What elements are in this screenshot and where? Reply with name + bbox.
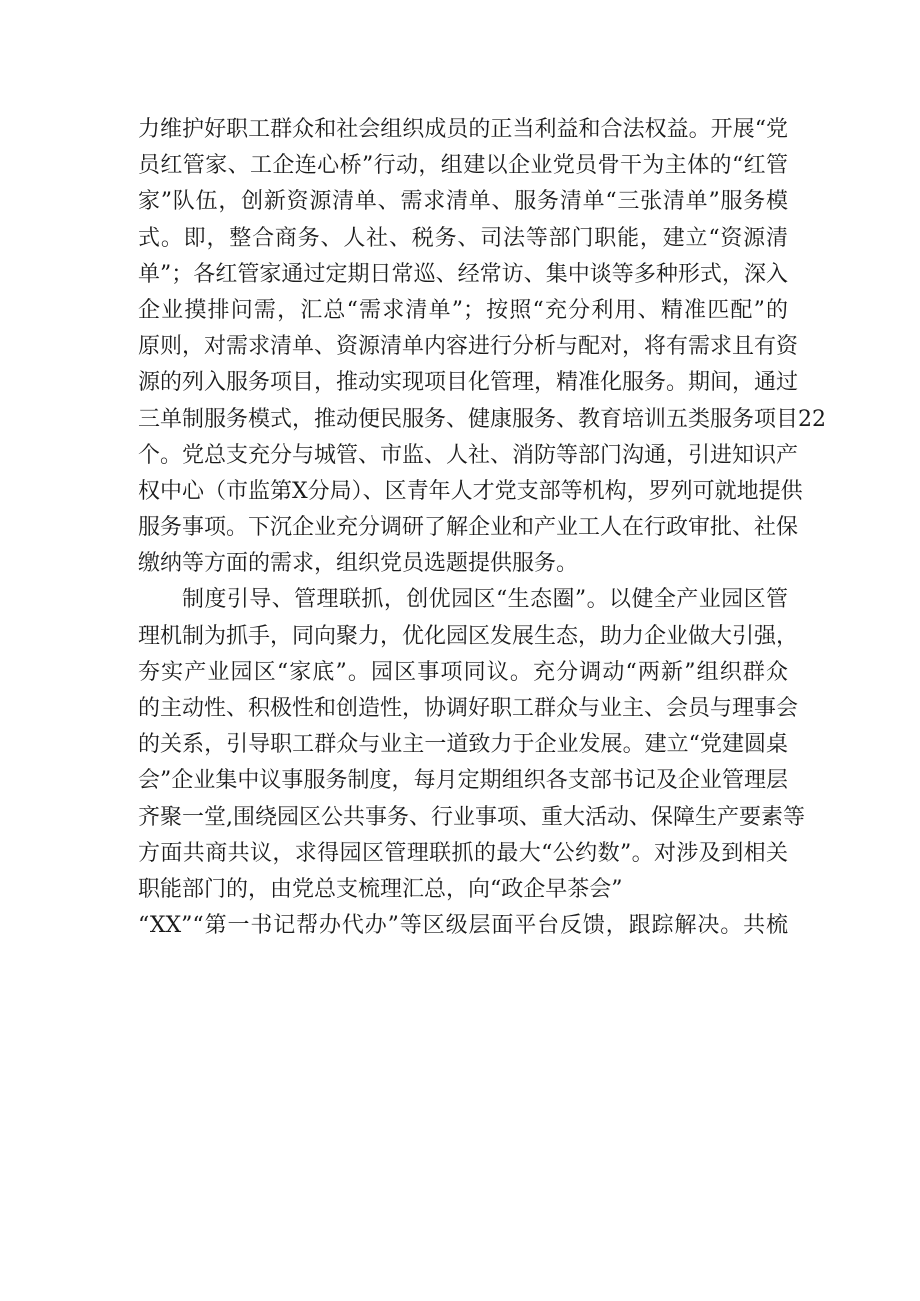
text-line: 制度引导、管理联抓，创优园区“生态圈”。以健全产业园区管: [182, 587, 788, 613]
text-line: 夯实产业园区“家底”。园区事项同议。充分调动“两新”组织群众: [138, 659, 788, 685]
text-line: 会”企业集中议事服务制度，每月定期组织各支部书记及企业管理层: [138, 768, 788, 794]
text-line: 单”；各红管家通过定期日常巡、经常访、集中谈等多种形式，深入: [138, 261, 788, 287]
text-line: 理机制为抓手，同向聚力，优化园区发展生态，助力企业做大引强，: [138, 623, 799, 649]
text-line: 力维护好职工群众和社会组织成员的正当利益和合法权益。开展“党: [138, 117, 788, 142]
paragraph-1: [138, 112, 826, 582]
text-line: 缴纳等方面的需求，组织党员选题提供服务。: [138, 551, 579, 577]
text-line: “XX”“第一书记帮办代办”等区级层面平台反馈，跟踪解决。共梳: [138, 913, 788, 939]
text-line: 家”队伍，创新资源清单、需求清单、服务清单“三张清单”服务模: [138, 189, 788, 215]
text-line: 员红管家、工企连心桥”行动，组建以企业党员骨干为主体的“红管: [138, 153, 788, 179]
text-line: 个。党总支充分与城管、市监、人社、消防等部门沟通，引进知识产: [138, 442, 799, 468]
text-line: 服务事项。下沉企业充分调研了解企业和产业工人在行政审批、社保: [138, 515, 799, 541]
text-line: 三单制服务模式，推动便民服务、健康服务、教育培训五类服务项目22: [138, 406, 826, 432]
paragraph-2: [138, 582, 805, 944]
text-line: 源的列入服务项目，推动实现项目化管理，精准化服务。期间，通过: [138, 370, 799, 396]
text-line: 职能部门的，由党总支梳理汇总，向“政企早茶会”: [138, 876, 623, 902]
document-body: [138, 112, 826, 944]
text-line: 的主动性、积极性和创造性，协调好职工群众与业主、会员与理事会: [138, 696, 799, 721]
text-line: 企业摸排问需，汇总“需求清单”；按照“充分利用、精准匹配”的: [138, 297, 788, 323]
text-line: 权中心（市监第X分局）、区青年人才党支部等机构，罗列可就地提供: [138, 478, 803, 504]
text-line: 原则，对需求清单、资源清单内容进行分析与配对，将有需求且有资: [138, 334, 799, 360]
text-line: 的关系，引导职工群众与业主一道致力于企业发展。建立“党建圆桌: [138, 732, 788, 758]
text-line: 式。即，整合商务、人社、税务、司法等部门职能，建立“资源清: [138, 225, 788, 251]
text-line: 齐聚一堂,围绕园区公共事务、行业事项、重大活动、保障生产要素等: [138, 804, 805, 830]
text-line: 方面共商共议，求得园区管理联抓的最大“公约数”。对涉及到相关: [138, 840, 788, 866]
